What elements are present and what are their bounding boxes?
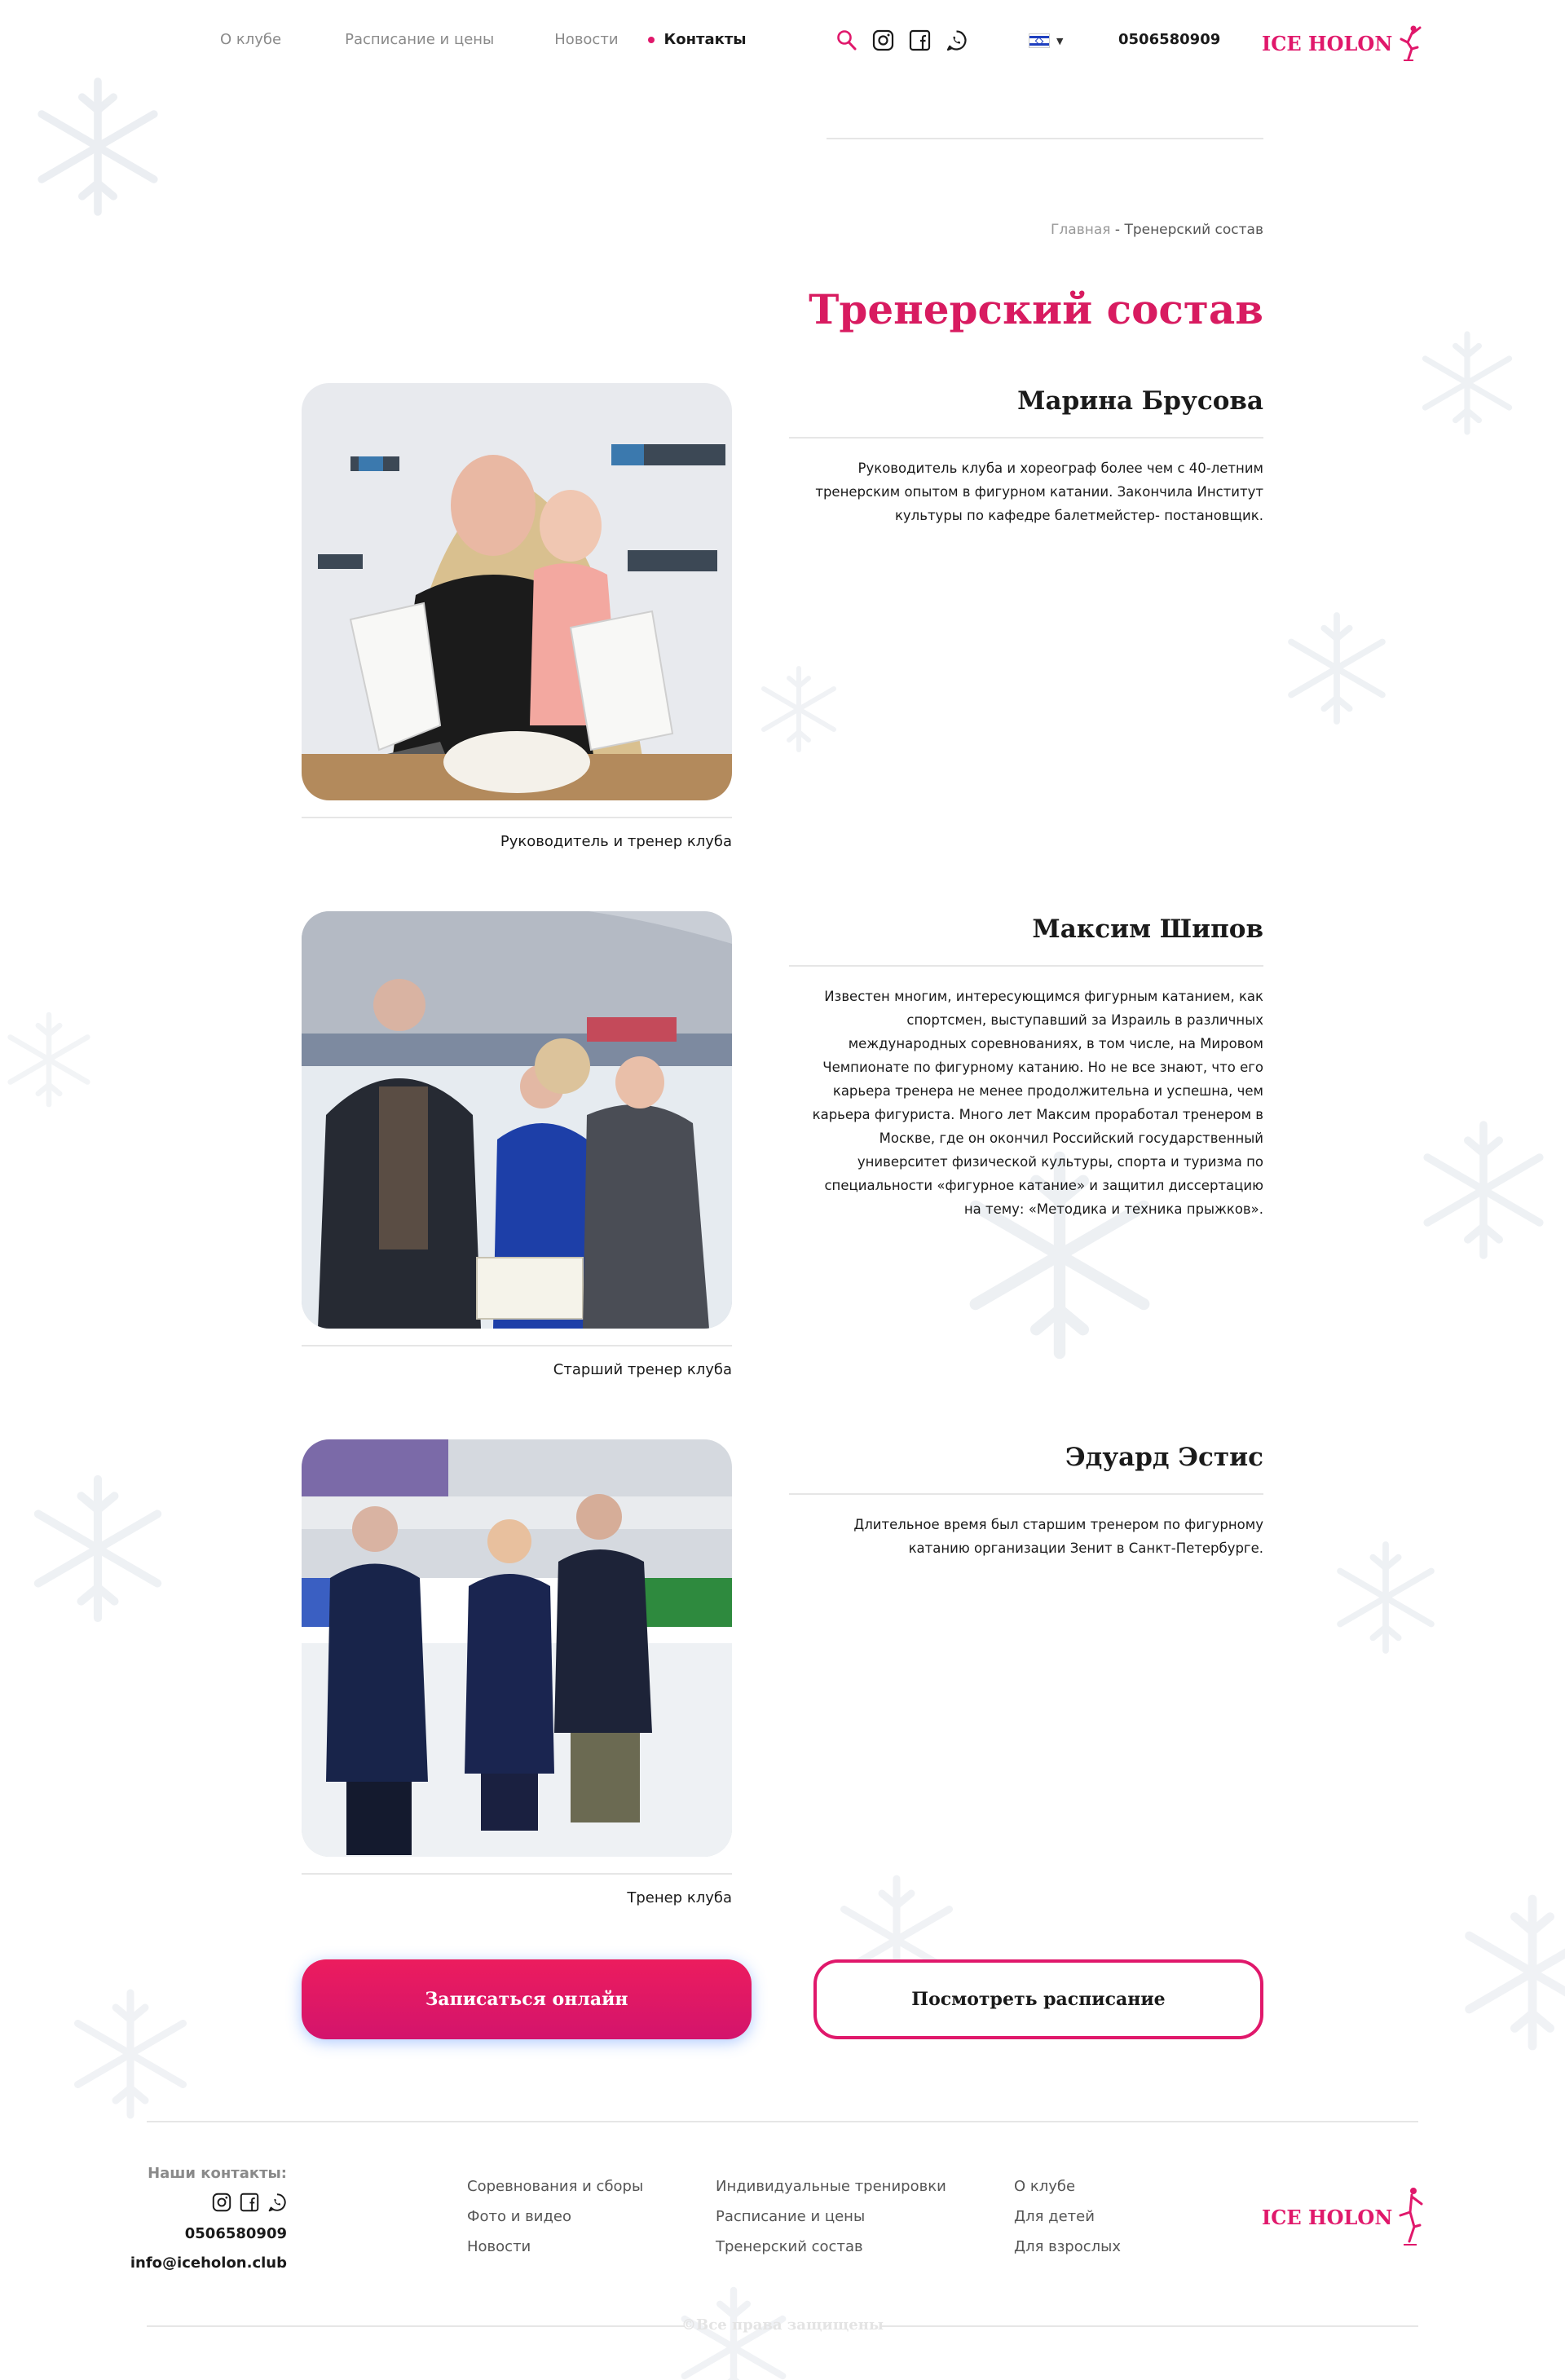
footer-phone[interactable]: 0506580909 — [184, 2225, 287, 2242]
coach-name: Максим Шипов — [1032, 915, 1263, 944]
view-schedule-button[interactable]: Посмотреть расписание — [813, 1959, 1263, 2039]
footer-contacts-title: Наши контакты: — [148, 2165, 287, 2182]
footer-social-icons — [212, 2193, 287, 2212]
nav-item-schedule[interactable]: Расписание и цены — [345, 31, 495, 48]
footer-link-media[interactable]: Фото и видео — [467, 2208, 571, 2225]
copyright: ©Все права защищены — [681, 2316, 884, 2334]
whatsapp-icon[interactable] — [267, 2193, 287, 2212]
footer-link-adults[interactable]: Для взрослых — [1014, 2238, 1122, 2255]
language-selector[interactable] — [1029, 33, 1063, 48]
coach-card — [302, 1439, 1263, 1928]
footer-link-schedule[interactable]: Расписание и цены — [716, 2208, 866, 2225]
footer-link-news[interactable]: Новости — [467, 2238, 531, 2255]
header — [0, 0, 1565, 82]
coach-name: Марина Брусова — [1017, 386, 1263, 416]
coach-name: Эдуард Эстис — [1065, 1443, 1263, 1472]
breadcrumb-current: Тренерский состав — [1124, 222, 1263, 238]
coach-bio: Известен многим, интересующимся фигурным катанием, как спортсмен, выступавший за Израиль в различных международных соревнованиях, в том числе, на Мировом Чемпионате по фигурному катанию. Но не все знают, что его карьера тренера не менее продолжительна и успешна, чем карьера фигуриста. Много лет Максим проработал тренером в Москве, где он окончил Российский государственный университет физической культуры, спорта и туризма по специальности «фигурное катание» и защитил диссертацию на тему: «Методика и техника прыжков». — [812, 989, 1263, 1217]
footer-links-col-3 — [1014, 2178, 1121, 2255]
header-phone[interactable]: 0506580909 — [1118, 31, 1221, 48]
coach-bio: Руководитель клуба и хореограф более чем с 40-летним тренерским опытом в фигурном катании. Закончила Институт культуры по кафедре балетмейстер- постановщик. — [815, 461, 1263, 523]
figure-skater-icon — [1395, 2184, 1428, 2250]
search-icon[interactable] — [836, 29, 857, 52]
instagram-icon[interactable] — [212, 2193, 231, 2212]
signup-online-button[interactable]: Записаться онлайн — [302, 1959, 752, 2039]
logo-text: ICE HOLON — [1262, 31, 1393, 55]
page-title: Тренерский состав — [809, 285, 1263, 333]
footer-link-about[interactable]: О клубе — [1014, 2178, 1076, 2195]
footer-top-divider — [147, 2121, 1418, 2122]
footer-links-col-2 — [716, 2178, 946, 2255]
coach-caption: Тренер клуба — [627, 1889, 732, 1906]
footer-link-kids[interactable]: Для детей — [1014, 2208, 1095, 2225]
logo[interactable] — [1262, 23, 1425, 64]
coach-photo — [302, 1439, 732, 1857]
nav-item-contacts[interactable]: Контакты — [648, 31, 747, 48]
coach-photo — [302, 383, 732, 800]
main-nav — [220, 31, 747, 48]
caption-divider — [302, 1345, 732, 1346]
footer-logo[interactable] — [1262, 2184, 1428, 2250]
breadcrumb-home[interactable]: Главная — [1051, 222, 1111, 238]
facebook-icon[interactable] — [240, 2193, 259, 2212]
header-divider — [827, 138, 1263, 139]
coach-photo — [302, 911, 732, 1329]
breadcrumb-separator: - — [1110, 222, 1125, 238]
footer-link-individual[interactable]: Индивидуальные тренировки — [716, 2178, 946, 2195]
instagram-icon[interactable] — [872, 29, 894, 51]
chevron-down-icon: ▼ — [1056, 35, 1064, 46]
whatsapp-icon[interactable] — [946, 29, 968, 51]
facebook-icon[interactable] — [909, 29, 931, 51]
coach-caption: Старший тренер клуба — [553, 1361, 732, 1378]
nav-item-about[interactable]: О клубе — [220, 31, 282, 48]
caption-divider — [302, 1873, 732, 1875]
coach-card — [302, 911, 1263, 1400]
footer-email[interactable]: info@iceholon.club — [130, 2254, 287, 2272]
footer-links-col-1 — [467, 2178, 643, 2255]
breadcrumb — [1051, 222, 1263, 238]
coach-caption: Руководитель и тренер клуба — [500, 833, 732, 850]
footer-link-competitions[interactable]: Соревнования и сборы — [467, 2178, 644, 2195]
figure-skater-icon — [1395, 23, 1425, 64]
nav-item-news[interactable]: Новости — [554, 31, 619, 48]
logo-text: ICE HOLON — [1262, 2205, 1393, 2229]
coach-bio: Длительное время был старшим тренером по фигурному катанию организации Зенит в Санкт-Петербурге. — [853, 1517, 1263, 1556]
caption-divider — [302, 817, 732, 818]
footer-link-coaches[interactable]: Тренерский состав — [716, 2238, 863, 2255]
israel-flag-icon — [1029, 33, 1050, 48]
name-divider — [789, 965, 1263, 967]
name-divider — [789, 1493, 1263, 1495]
coach-card — [302, 383, 1263, 872]
name-divider — [789, 437, 1263, 439]
header-icons — [836, 29, 968, 52]
